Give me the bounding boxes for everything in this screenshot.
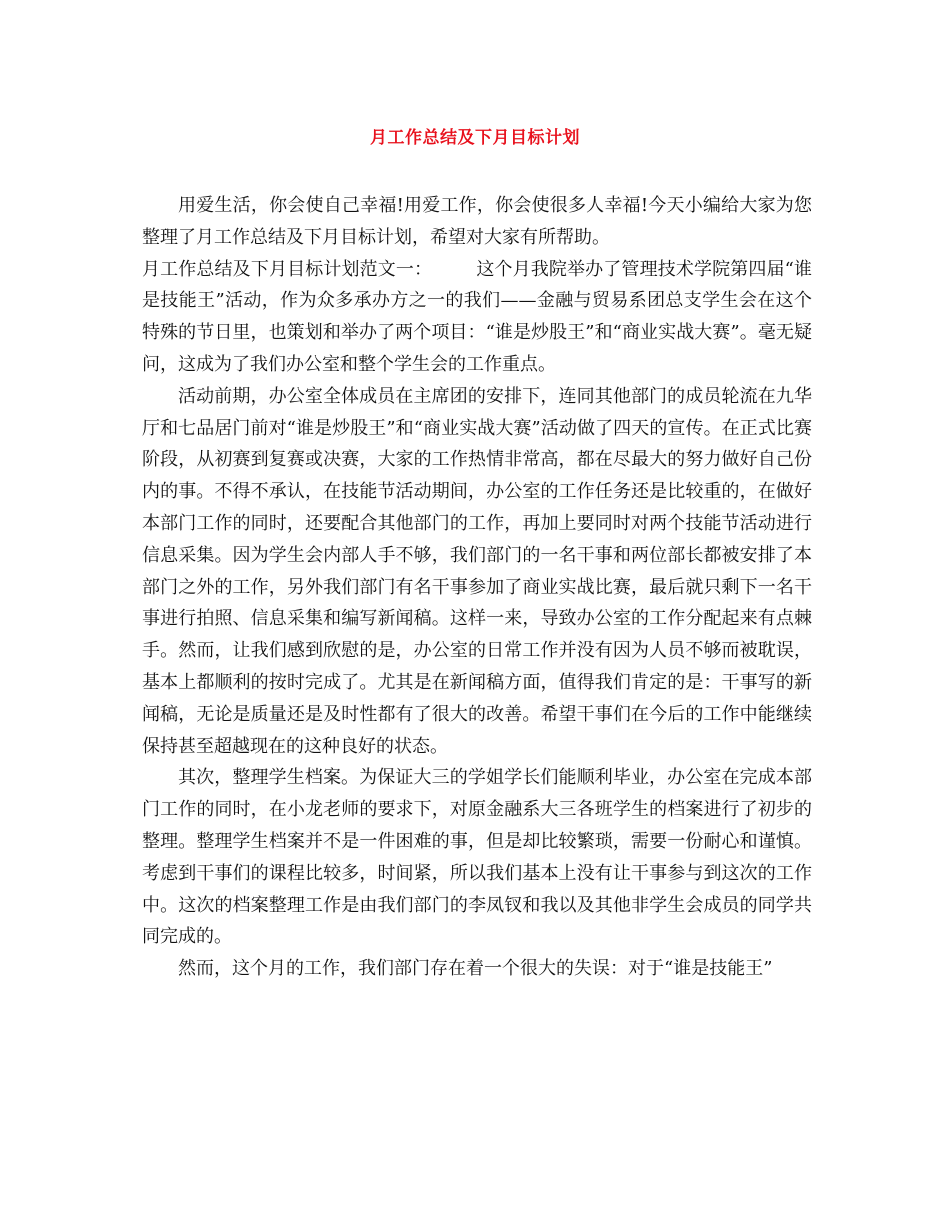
body-paragraph: 活动前期，办公室全体成员在主席团的安排下，连同其他部门的成员轮流在九华厅和七品居门前对“谁是炒股王”和“商业实战大赛”活动做了四天的宣传。在正式比赛阶段，从初赛到复赛或决赛，大家的工作热情非常高，都在尽最大的努力做好自己份内的事。不得不承认，在技能节活动期间，办公室的工作任务还是比较重的，在做好本部门工作的同时，还要配合其他部门的工作，再加上要同时对两个技能节活动进行信息采集。因为学生会内部人手不够，我们部门的一名干事和两位部长都被安排了本部门之外的工作，另外我们部门有名干事参加了商业实战比赛，最后就只剩下一名干事进行拍照、信息采集和编写新闻稿。这样一来，导致办公室的工作分配起来有点棘手。然而，让我们感到欣慰的是，办公室的日常工作并没有因为人员不够而被耽误，基本上都顺利的按时完成了。尤其是在新闻稿方面，值得我们肯定的是：干事写的新闻稿，无论是质量还是及时性都有了很大的改善。希望干事们在今后的工作中能继续保持甚至超越现在的这种良好的状态。 — [142, 385, 812, 757]
document-body — [142, 190, 812, 985]
section-label: 月工作总结及下月目标计划范文一： — [142, 258, 433, 280]
body-paragraph: 然而，这个月的工作，我们部门存在着一个很大的失误：对于“谁是技能王” — [178, 958, 773, 980]
section-paragraph — [142, 254, 812, 381]
intro-paragraph: 用爱生活，你会使自己幸福!用爱工作，你会使很多人幸福!今天小编给大家为您整理了月工作总结及下月目标计划，希望对大家有所帮助。 — [142, 195, 812, 248]
document-title: 月工作总结及下月目标计划 — [370, 128, 580, 148]
body-paragraph: 其次，整理学生档案。为保证大三的学姐学长们能顺利毕业，办公室在完成本部门工作的同时，在小龙老师的要求下，对原金融系大三各班学生的档案进行了初步的整理。整理学生档案并不是一件困难的事，但是却比较繁琐，需要一份耐心和谨慎。考虑到干事们的课程比较多，时间紧，所以我们基本上没有让干事参与到这次的工作中。这次的档案整理工作是由我们部门的李凤钗和我以及其他非学生会成员的同学共同完成的。 — [142, 767, 812, 948]
section-start-text: 这个月我院举办了管理技术学院第四届“谁是技能王”活动，作为众多承办方之一的我们——金融与贸易系团总支学生会在这个特殊的节日里，也策划和举办了两个项目：“谁是炒股王”和“商业实战大赛”。毫无疑问，这成为了我们办公室和整个学生会的工作重点。 — [142, 258, 813, 375]
